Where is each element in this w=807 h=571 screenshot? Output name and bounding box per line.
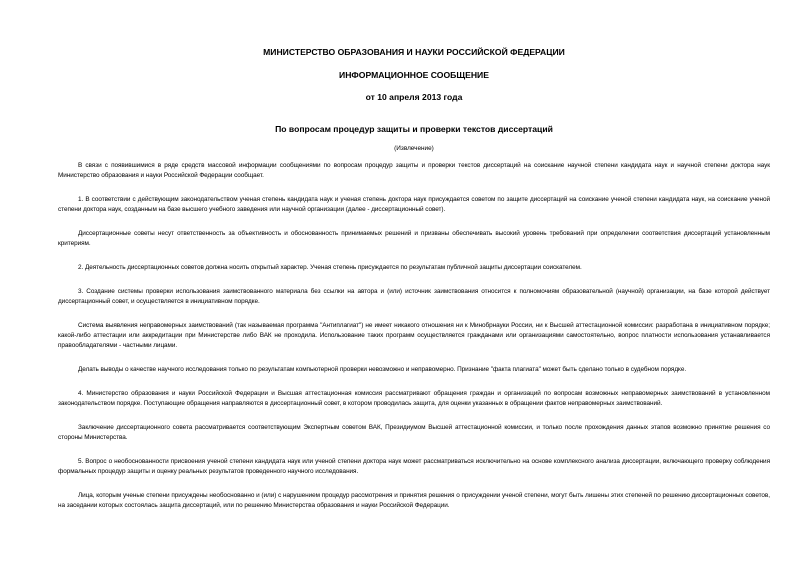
- paragraph-3: 3. Создание системы проверки использования заимствованного материала без ссылки на автора и (или) источник заимствования относится к полномочиям образовательной (научной) организации, на базе которой действует диссертационный совет, и осуществляется в инициативном порядке.: [58, 288, 770, 305]
- paragraph-5: 5. Вопрос о необоснованности присвоения ученой степени кандидата наук или ученой степени доктора наук может рассматриваться исключительно на основе комплексного анализа диссертации, включающего проверку соблюдения формальных процедур защиты и оценку реальных результатов проведенного научного исследования.: [58, 458, 770, 475]
- paragraph-4-conclusion: Заключение диссертационного совета рассматривается соответствующим Экспертным советом ВАК, Президиумом Высшей аттестационной комиссии, и только после прохождения данных этапов возможно принятие решения со стороны Министерства.: [58, 424, 770, 441]
- document-date: от 10 апреля 2013 года: [365, 92, 463, 102]
- paragraph-3-system: Система выявления неправомерных заимствований (так называемая программа "Антиплагиат") не имеет никакого отношения ни к Минобрнауки России, ни к Высшей аттестационной комиссии: разработана в инициативном порядке; какой-либо аттестации или аккредитации при Министерстве либо ВАК не проходила. Использование таких программ осуществляется гражданами или организациями самостоятельно, вопрос платности использования устанавливается правообладателями - частными лицами.: [58, 322, 770, 349]
- paragraph-1: 1. В соответствии с действующим законодательством ученая степень кандидата наук и ученая степень доктора наук присуждается советом по защите диссертаций на соискание ученой степени кандидата наук, на соискание ученой степени доктора наук, созданным на базе высшего учебного заведения или научной организации (далее - диссертационный совет).: [58, 196, 770, 213]
- paragraph-4: 4. Министерство образования и науки Российской Федерации и Высшая аттестационная комиссия рассматривают обращения граждан и организаций по вопросам возможных неправомерных заимствований в установленном законодательством порядке. Поступающие обращения направляются в диссертационный совет, в котором проводилась защита, для оценки указанных в обращении фактов неправомерных заимствований.: [58, 390, 770, 407]
- paragraph-5-deprivation: Лица, которым ученые степени присуждены необоснованно и (или) с нарушением процедур рассмотрения и принятия решения о присуждении ученой степени, могут быть лишены этих степеней по решению диссертационных советов, на заседании которых состоялась защита диссертаций, или по решению Министерства образования и науки Российской Федерации.: [58, 492, 770, 509]
- document-title: По вопросам процедур защиты и проверки текстов диссертаций: [275, 124, 553, 134]
- document-page: [58, 40, 770, 511]
- paragraph-1-cont: Диссертационные советы несут ответственность за объективность и обоснованность принимаемых решений и призваны обеспечивать высокий уровень требований при определении соответствия диссертаций установленным критериям.: [58, 230, 770, 247]
- paragraph-2: 2. Деятельность диссертационных советов должна носить открытый характер. Ученая степень присуждается по результатам публичной защиты диссертации соискателем.: [78, 264, 582, 271]
- paragraph-3-conclusions: Делать выводы о качестве научного исследования только по результатам компьютерной проверки невозможно и неправомерно. Признание "факта плагиата" может быть сделано только в судебном порядке.: [78, 366, 687, 373]
- paragraph-intro: В связи с появившимися в ряде средств массовой информации сообщениями по вопросам процедур защиты и проверки текстов диссертаций на соискание научной степени кандидата наук и научной степени доктора наук Министерство образования и науки Российской Федерации сообщает.: [58, 162, 770, 179]
- ministry-heading: МИНИСТЕРСТВО ОБРАЗОВАНИЯ И НАУКИ РОССИЙСКОЙ ФЕДЕРАЦИИ: [263, 47, 565, 57]
- document-type-heading: ИНФОРМАЦИОННОЕ СООБЩЕНИЕ: [339, 70, 489, 80]
- document-subtitle: (Извлечение): [394, 145, 434, 152]
